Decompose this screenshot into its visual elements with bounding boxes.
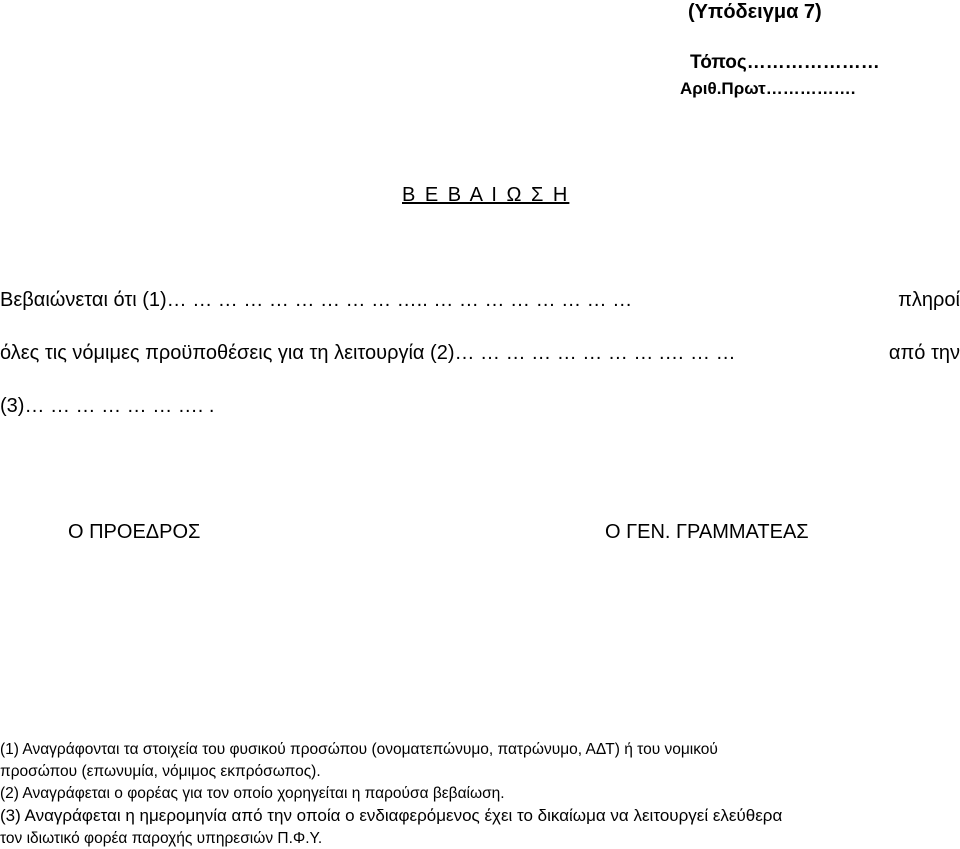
certification-line-2 [0,341,960,365]
example-label: (Υπόδειγμα 7) [688,1,822,23]
certification-line-1 [0,288,960,312]
general-secretary-signature-label: Ο ΓΕΝ. ΓΡΑΜΜΑΤΕΑΣ [605,521,809,543]
certification-line-2-end: από την [888,342,960,364]
protocol-number-field: Αριθ.Πρωτ……………. [680,79,856,98]
certification-line-1-end: πληροί [898,289,960,311]
footnote-1-continued: προσώπου (επωνυμία, νόμιμος εκπρόσωπος). [0,763,321,780]
footnote-3: (3) Αναγράφεται η ημερομηνία από την οποία ο ενδιαφερόμενος έχει το δικαίωμα να λειτουργεί ελεύθερα [0,806,783,825]
place-field: Τόπος………………… [690,52,880,73]
president-signature-label: Ο ΠΡΟΕΔΡΟΣ [68,521,201,543]
footnote-1: (1) Αναγράφονται τα στοιχεία του φυσικού προσώπου (ονοματεπώνυμο, πατρώνυμο, ΑΔΤ) ή του νομικού [0,741,718,758]
certification-line-2-text: όλες τις νόμιμες προϋποθέσεις για τη λειτουργία (2)… … … … … … … … .… … … [0,342,736,364]
footnote-3-continued: τον ιδιωτικό φορέα παροχής υπηρεσιών Π.Φ.Υ. [0,830,323,847]
certification-line-3: (3)… … … … … … …. . [0,395,215,417]
document-title: Β Ε Β Α Ι Ω Σ Η [402,184,570,206]
certification-line-1-text: Βεβαιώνεται ότι (1)… … … … … … … … … ….. … … … … … … … … [0,289,633,311]
footnote-2: (2) Αναγράφεται ο φορέας για τον οποίο χορηγείται η παρούσα βεβαίωση. [0,785,505,802]
